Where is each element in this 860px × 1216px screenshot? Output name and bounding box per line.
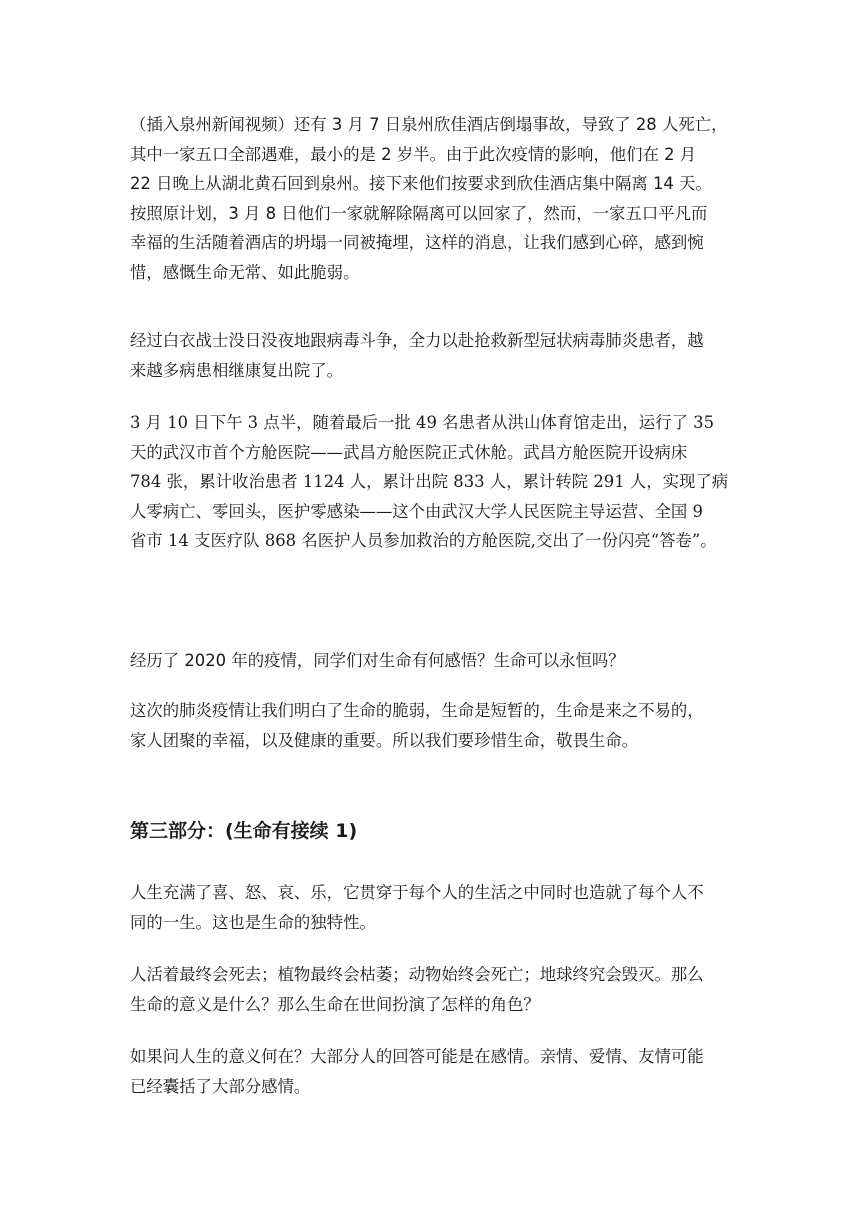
text-line: （插入泉州新闻视频）还有 3 月 7 日泉州欣佳酒店倒塌事故，导致了 28 人死亡，	[130, 115, 728, 134]
text-line: 784 张，累计收治患者 1124 人，累计出院 833 人，累计转院 291 人，实现了病	[130, 472, 729, 491]
text-line: 22 日晚上从湖北黄石回到泉州。接下来他们按要求到欣佳酒店集中隔离 14 天。	[130, 174, 712, 193]
text-line: 家人团聚的幸福，以及健康的重要。所以我们要珍惜生命，敬畏生命。	[130, 730, 639, 750]
text-line: 这次的肺炎疫情让我们明白了生命的脆弱，生命是短暂的，生命是来之不易的，	[130, 701, 704, 720]
text-line: 人活着最终会死去；植物最终会枯萎；动物始终会死亡；地球终究会毁灭。那么	[130, 965, 704, 984]
paragraph-emotions	[130, 1042, 742, 1101]
text-line: 同的一生。这也是生命的独特性。	[130, 912, 376, 932]
text-line: 惜，感慨生命无常、如此脆弱。	[130, 262, 360, 282]
text-line: 人零病亡、零回头，医护零感染——这个由武汉大学人民医院主导运营、全国 9	[130, 501, 703, 521]
text-line: 经历了 2020 年的疫情，同学们对生命有何感悟？生命可以永恒吗？	[130, 651, 625, 670]
text-line: 人生充满了喜、怒、哀、乐，它贯穿于每个人的生活之中同时也造就了每个人不	[130, 883, 704, 902]
text-line: 3 月 10 日下午 3 点半，随着最后一批 49 名患者从洪山体育馆走出，运行了 35	[130, 413, 715, 432]
paragraph-meaning-of-life	[130, 960, 742, 1019]
text-line: 经过白衣战士没日没夜地跟病毒斗争，全力以赴抢救新型冠状病毒肺炎患者，越	[130, 331, 704, 350]
paragraph-question	[130, 646, 742, 676]
paragraph-fangcang-hospital	[130, 408, 742, 556]
text-line: 如果问人生的意义何在？大部分人的回答可能是在感情。亲情、爱情、友情可能	[130, 1047, 704, 1066]
paragraph-answer	[130, 696, 742, 755]
text-line: 来越多病患相继康复出院了。	[130, 360, 344, 380]
paragraph-life-emotions	[130, 878, 742, 937]
text-line: 其中一家五口全部遇难，最小的是 2 岁半。由于此次疫情的影响，他们在 2 月	[130, 144, 697, 164]
paragraph-medical-workers	[130, 326, 742, 385]
paragraph-hotel-collapse	[130, 110, 742, 287]
text-line: 已经囊括了大部分感情。	[130, 1076, 311, 1096]
section-heading: 第三部分：(生命有接续 1)	[130, 820, 358, 842]
text-line: 天的武汉市首个方舱医院——武昌方舱医院正式休舱。武昌方舱医院开设病床	[130, 442, 688, 462]
text-line: 幸福的生活随着酒店的坍塌一同被掩埋，这样的消息，让我们感到心碎，感到惋	[130, 233, 704, 252]
text-line: 省市 14 支医疗队 868 名医护人员参加救治的方舱医院,交出了一份闪亮“答卷”。	[130, 531, 717, 550]
text-line: 按照原计划，3 月 8 日他们一家就解除隔离可以回家了，然而，一家五口平凡而	[130, 203, 708, 223]
text-line: 生命的意义是什么？那么生命在世间扮演了怎样的角色？	[130, 994, 540, 1014]
